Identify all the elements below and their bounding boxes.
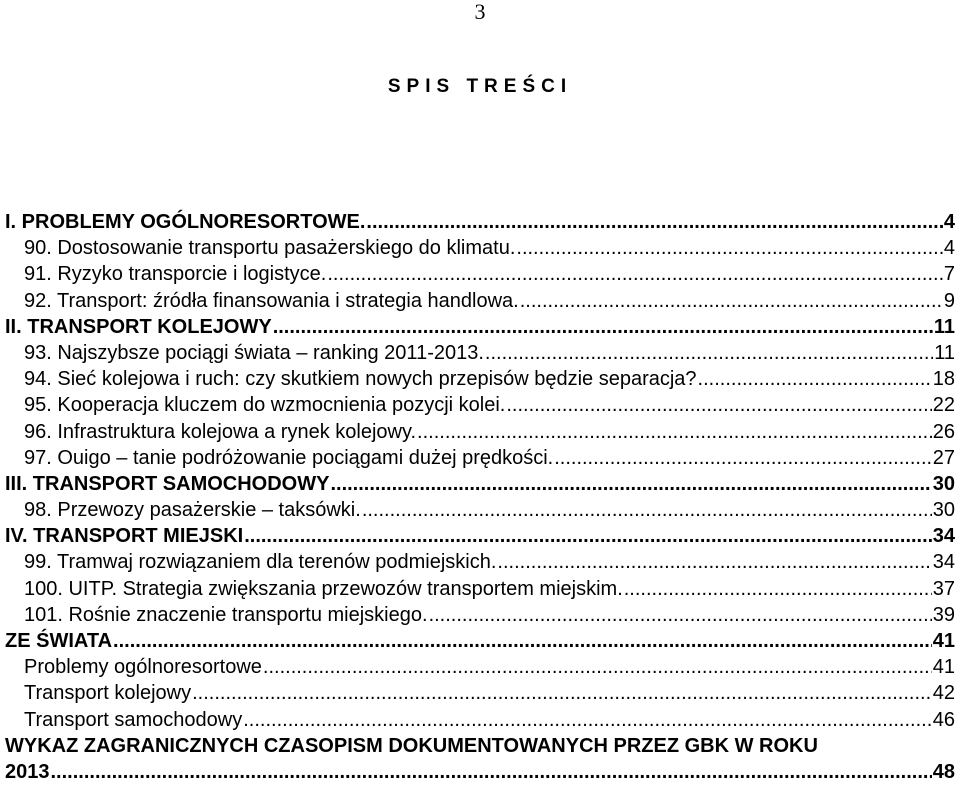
- dot-leader: [192, 680, 932, 706]
- toc-entry-page: 42: [932, 682, 955, 705]
- dot-leader: [366, 209, 942, 235]
- toc-entry-page: 34: [932, 551, 955, 574]
- toc-entry-page: 7: [943, 263, 955, 286]
- toc-entry-page: 22: [932, 394, 955, 417]
- toc-item-row[interactable]: [5, 707, 955, 733]
- page-number: 3: [474, 0, 486, 24]
- toc-entry-page: 37: [932, 577, 955, 600]
- toc-item-row[interactable]: [5, 680, 955, 706]
- toc-item-row[interactable]: [5, 392, 955, 418]
- toc-section-row[interactable]: [5, 471, 955, 497]
- dot-leader: [243, 707, 932, 733]
- dot-leader: [520, 288, 943, 314]
- toc-item-row[interactable]: [5, 366, 955, 392]
- toc-entry-title: II. TRANSPORT KOLEJOWY: [5, 315, 272, 338]
- toc-entry-page: 11: [934, 341, 955, 364]
- toc-item-row[interactable]: [5, 549, 955, 575]
- toc-entry-title: 90. Dostosowanie transportu pasażerskiego do klimatu.: [24, 237, 516, 260]
- toc-section-row[interactable]: [5, 628, 955, 654]
- dot-leader: [51, 759, 932, 785]
- toc-section-row[interactable]: [5, 523, 955, 549]
- toc-entry-title: 92. Transport: źródła finansowania i strategia handlowa.: [24, 289, 519, 312]
- toc-entry-title: 97. Ouigo – tanie podróżowanie pociągami dużej prędkości.: [24, 446, 554, 469]
- toc-item-row[interactable]: [5, 235, 955, 261]
- toc-item-row[interactable]: [5, 602, 955, 628]
- dot-leader: [417, 419, 932, 445]
- toc-heading: SPIS TREŚCI: [387, 76, 573, 97]
- toc-entry-page: 4: [943, 211, 955, 233]
- dot-leader: [624, 576, 932, 602]
- toc-entry-page: 27: [932, 446, 955, 469]
- toc-item-row[interactable]: [5, 497, 955, 523]
- toc-item-row[interactable]: [5, 261, 955, 287]
- dot-leader: [263, 654, 932, 680]
- toc-entry-page: 46: [932, 708, 955, 731]
- toc-entry-page: 4: [943, 237, 955, 260]
- toc-entry-page: 30: [932, 499, 955, 522]
- table-of-contents: [5, 209, 955, 785]
- dot-leader: [554, 445, 932, 471]
- toc-entry-title: 94. Sieć kolejowa i ruch: czy skutkiem nowych przepisów będzie separacja?: [24, 368, 697, 391]
- toc-entry-page: 34: [932, 525, 955, 548]
- toc-entry-page: 41: [932, 656, 955, 679]
- toc-entry-title: Problemy ogólnoresortowe: [24, 656, 262, 679]
- dot-leader: [362, 497, 932, 523]
- toc-entry-title: ZE ŚWIATA: [5, 630, 113, 652]
- dot-leader: [244, 523, 932, 549]
- toc-item-row[interactable]: [5, 576, 955, 602]
- toc-entry-page: 39: [932, 603, 955, 626]
- toc-entry-page: 41: [932, 630, 955, 652]
- toc-entry-title: 95. Kooperacja kluczem do wzmocnienia pozycji kolei.: [24, 394, 506, 417]
- toc-entry-title: 2013: [5, 760, 50, 783]
- toc-entry-page: 9: [943, 289, 955, 312]
- toc-entry-page: 26: [932, 420, 955, 443]
- toc-final-entry-line2[interactable]: [5, 759, 955, 785]
- toc-entry-page: 18: [932, 368, 955, 391]
- toc-entry-title: III. TRANSPORT SAMOCHODOWY: [5, 472, 330, 495]
- dot-leader: [497, 549, 931, 575]
- dot-leader: [330, 471, 931, 497]
- toc-entry-title: WYKAZ ZAGRANICZNYCH CZASOPISM DOKUMENTOWANYCH PRZEZ GBK W ROKU: [5, 734, 818, 757]
- toc-section-row[interactable]: [5, 314, 955, 340]
- toc-item-row[interactable]: [5, 288, 955, 314]
- toc-entry-title: 91. Ryzyko transporcie i logistyce.: [24, 263, 327, 286]
- toc-entry-title: IV. TRANSPORT MIEJSKI: [5, 525, 244, 548]
- dot-leader: [429, 602, 932, 628]
- dot-leader: [516, 235, 942, 261]
- toc-final-entry-line1[interactable]: [5, 733, 955, 759]
- toc-entry-page: 30: [932, 472, 955, 495]
- toc-item-row[interactable]: [5, 445, 955, 471]
- toc-entry-title: 99. Tramwaj rozwiązaniem dla terenów podmiejskich.: [24, 551, 497, 574]
- dot-leader: [273, 314, 933, 340]
- toc-entry-title: Transport samochodowy: [24, 708, 243, 731]
- dot-leader: [698, 366, 932, 392]
- dot-leader: [113, 628, 932, 654]
- toc-section-row[interactable]: [5, 209, 955, 235]
- toc-item-row[interactable]: [5, 419, 955, 445]
- toc-item-row[interactable]: [5, 654, 955, 680]
- toc-entry-page: 11: [933, 315, 955, 338]
- toc-entry-title: I. PROBLEMY OGÓLNORESORTOWE.: [5, 211, 366, 233]
- dot-leader: [485, 340, 933, 366]
- dot-leader: [506, 392, 931, 418]
- toc-entry-title: 101. Rośnie znaczenie transportu miejskiego.: [24, 603, 428, 626]
- toc-entry-title: 96. Infrastruktura kolejowa a rynek kolejowy.: [24, 420, 417, 443]
- toc-entry-title: Transport kolejowy: [24, 682, 192, 705]
- toc-entry-page: 48: [932, 760, 955, 783]
- toc-entry-title: 98. Przewozy pasażerskie – taksówki.: [24, 499, 361, 522]
- toc-entry-title: 100. UITP. Strategia zwiększania przewozów transportem miejskim.: [24, 577, 623, 600]
- toc-item-row[interactable]: [5, 340, 955, 366]
- toc-entry-title: 93. Najszybsze pociągi świata – ranking 2011-2013.: [24, 341, 484, 364]
- dot-leader: [327, 261, 943, 287]
